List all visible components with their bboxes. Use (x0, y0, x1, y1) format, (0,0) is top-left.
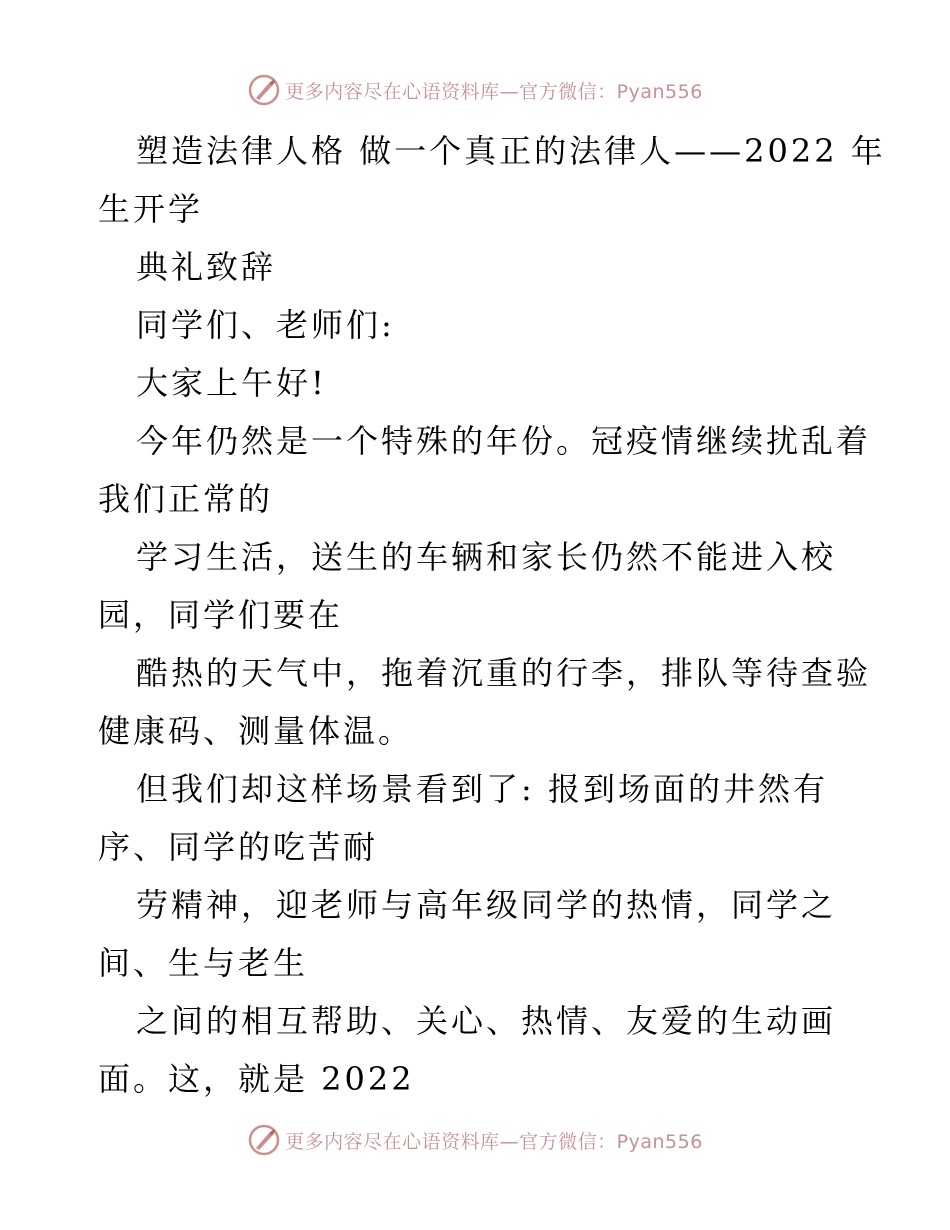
header-watermark (0, 70, 950, 110)
text-line: 劳精神，迎老师与高年级同学的热情，同学之 (136, 886, 837, 924)
text-line: 生开学 (98, 190, 204, 228)
text-line: 但我们却这样场景看到了: 报到场面的井然有 (136, 770, 828, 808)
text-line: 健康码、测量体温。 (98, 712, 414, 750)
text-line: 今年仍然是一个特殊的年份。冠疫情继续扰乱着 (136, 422, 872, 460)
footer-watermark (0, 1120, 950, 1160)
text-line: 酷热的天气中，拖着沉重的行李，排队等待查验 (136, 654, 872, 692)
text-line: 学习生活，送生的车辆和家长仍然不能进入校 (136, 538, 837, 576)
text-line: 间、生与老生 (98, 944, 309, 982)
quill-pen-logo-icon (247, 73, 281, 107)
text-line: 序、同学的吃苦耐 (98, 828, 379, 866)
text-line: 典礼致辞 (136, 248, 277, 286)
text-line: 面。这，就是 2022 (98, 1060, 415, 1098)
text-line: 我们正常的 (98, 480, 274, 518)
document-body (98, 122, 886, 1108)
text-line: 同学们、老师们: (136, 306, 395, 344)
text-line: 塑造法律人格 做一个真正的法律人——2022 年 (136, 132, 886, 170)
text-line: 园，同学们要在 (98, 596, 344, 634)
watermark-text: 更多内容尽在心语资料库—官方微信：Pyan556 (285, 1130, 703, 1153)
quill-pen-logo-icon (247, 1123, 281, 1157)
watermark-text: 更多内容尽在心语资料库—官方微信：Pyan556 (285, 80, 703, 103)
text-line: 大家上午好! (136, 364, 327, 402)
text-line: 之间的相互帮助、关心、热情、友爱的生动画 (136, 1002, 837, 1040)
